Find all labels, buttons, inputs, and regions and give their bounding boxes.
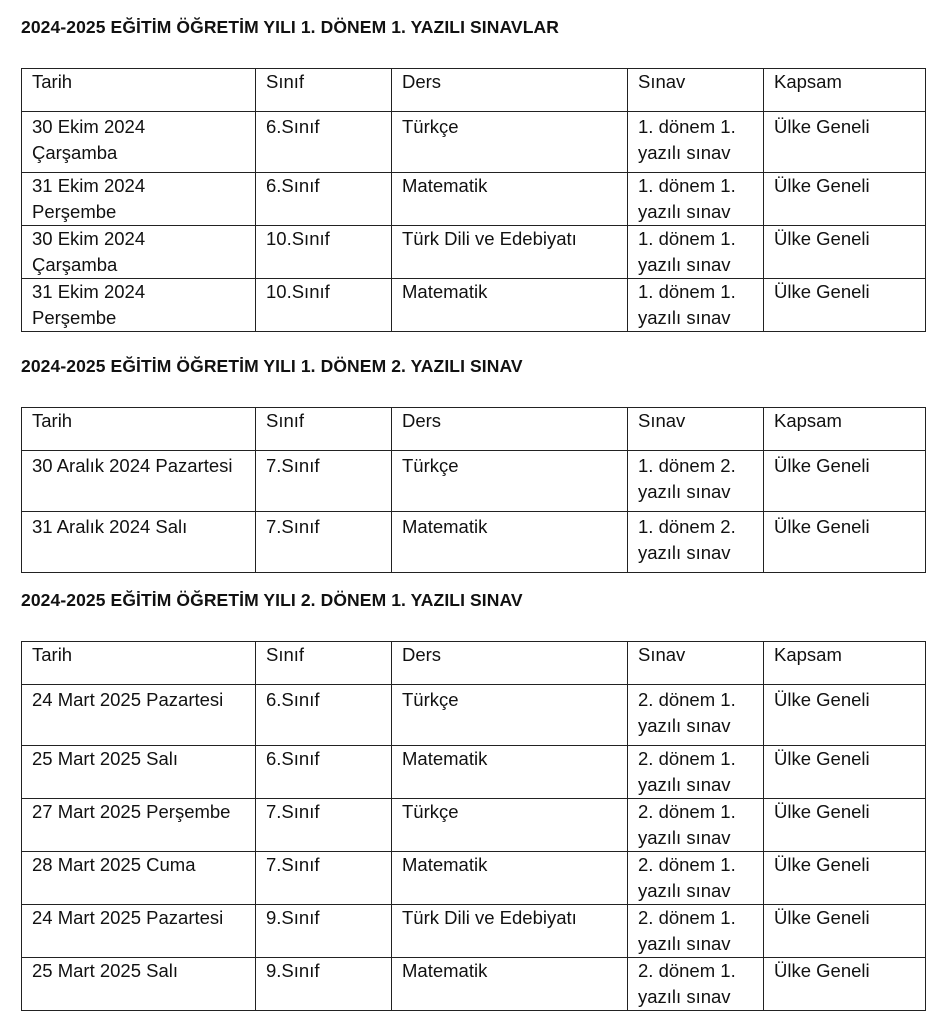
kapsam-cell: Ülke Geneli [764, 451, 926, 512]
sinav-cell: 1. dönem 1. yazılı sınav [628, 112, 764, 173]
table-row [22, 112, 926, 173]
table-header-row [22, 69, 926, 112]
header-sinav: Sınav [628, 69, 764, 112]
header-sinav: Sınav [628, 408, 764, 451]
exam-schedule-table [21, 407, 926, 573]
section-title: 2024-2025 EĞİTİM ÖĞRETİM YILI 1. DÖNEM 2. YAZILI SINAV [21, 356, 523, 376]
table-row [22, 799, 926, 852]
kapsam-cell: Ülke Geneli [764, 799, 926, 852]
ders-cell: Matematik [392, 173, 628, 226]
exam-schedule-table [21, 68, 926, 332]
sinav-cell: 2. dönem 1. yazılı sınav [628, 852, 764, 905]
ders-cell: Türk Dili ve Edebiyatı [392, 226, 628, 279]
header-tarih: Tarih [22, 642, 256, 685]
kapsam-cell: Ülke Geneli [764, 958, 926, 1011]
header-ders: Ders [392, 408, 628, 451]
kapsam-cell: Ülke Geneli [764, 685, 926, 746]
sinav-cell: 2. dönem 1. yazılı sınav [628, 685, 764, 746]
table-row [22, 226, 926, 279]
ders-cell: Matematik [392, 279, 628, 332]
tarih-cell: 30 Ekim 2024 Çarşamba [22, 226, 256, 279]
tarih-cell: 28 Mart 2025 Cuma [22, 852, 256, 905]
kapsam-cell: Ülke Geneli [764, 512, 926, 573]
header-sinav: Sınav [628, 642, 764, 685]
table-header-row [22, 408, 926, 451]
table-row [22, 958, 926, 1011]
ders-cell: Matematik [392, 852, 628, 905]
sinif-cell: 10.Sınıf [256, 279, 392, 332]
header-kapsam: Kapsam [764, 642, 926, 685]
sinif-cell: 7.Sınıf [256, 451, 392, 512]
tarih-cell: 25 Mart 2025 Salı [22, 746, 256, 799]
ders-cell: Türkçe [392, 685, 628, 746]
sinif-cell: 6.Sınıf [256, 746, 392, 799]
exam-schedule-table [21, 641, 926, 1011]
kapsam-cell: Ülke Geneli [764, 852, 926, 905]
sinav-cell: 1. dönem 1. yazılı sınav [628, 226, 764, 279]
kapsam-cell: Ülke Geneli [764, 112, 926, 173]
tarih-cell: 30 Aralık 2024 Pazartesi [22, 451, 256, 512]
sinav-cell: 2. dönem 1. yazılı sınav [628, 799, 764, 852]
sinav-cell: 2. dönem 1. yazılı sınav [628, 746, 764, 799]
sinav-cell: 2. dönem 1. yazılı sınav [628, 958, 764, 1011]
sinif-cell: 6.Sınıf [256, 112, 392, 173]
tarih-cell: 31 Aralık 2024 Salı [22, 512, 256, 573]
sinav-cell: 2. dönem 1. yazılı sınav [628, 905, 764, 958]
header-sinif: Sınıf [256, 69, 392, 112]
kapsam-cell: Ülke Geneli [764, 173, 926, 226]
header-ders: Ders [392, 642, 628, 685]
ders-cell: Matematik [392, 746, 628, 799]
table-row [22, 685, 926, 746]
header-sinif: Sınıf [256, 642, 392, 685]
sinav-cell: 1. dönem 1. yazılı sınav [628, 173, 764, 226]
section-title: 2024-2025 EĞİTİM ÖĞRETİM YILI 1. DÖNEM 1. YAZILI SINAVLAR [21, 17, 559, 37]
table-header-row [22, 642, 926, 685]
ders-cell: Türk Dili ve Edebiyatı [392, 905, 628, 958]
ders-cell: Türkçe [392, 112, 628, 173]
sinav-cell: 1. dönem 2. yazılı sınav [628, 451, 764, 512]
tarih-cell: 24 Mart 2025 Pazartesi [22, 685, 256, 746]
table-row [22, 905, 926, 958]
tarih-cell: 25 Mart 2025 Salı [22, 958, 256, 1011]
sinif-cell: 6.Sınıf [256, 685, 392, 746]
table-row [22, 173, 926, 226]
kapsam-cell: Ülke Geneli [764, 905, 926, 958]
tarih-cell: 31 Ekim 2024 Perşembe [22, 279, 256, 332]
tarih-cell: 31 Ekim 2024 Perşembe [22, 173, 256, 226]
section-title: 2024-2025 EĞİTİM ÖĞRETİM YILI 2. DÖNEM 1. YAZILI SINAV [21, 590, 523, 610]
header-ders: Ders [392, 69, 628, 112]
tarih-cell: 27 Mart 2025 Perşembe [22, 799, 256, 852]
ders-cell: Türkçe [392, 799, 628, 852]
header-kapsam: Kapsam [764, 69, 926, 112]
sinif-cell: 9.Sınıf [256, 958, 392, 1011]
sinif-cell: 6.Sınıf [256, 173, 392, 226]
header-kapsam: Kapsam [764, 408, 926, 451]
ders-cell: Matematik [392, 958, 628, 1011]
sinif-cell: 7.Sınıf [256, 852, 392, 905]
kapsam-cell: Ülke Geneli [764, 279, 926, 332]
table-row [22, 512, 926, 573]
header-tarih: Tarih [22, 408, 256, 451]
tarih-cell: 30 Ekim 2024 Çarşamba [22, 112, 256, 173]
ders-cell: Türkçe [392, 451, 628, 512]
sinav-cell: 1. dönem 2. yazılı sınav [628, 512, 764, 573]
header-sinif: Sınıf [256, 408, 392, 451]
sinif-cell: 10.Sınıf [256, 226, 392, 279]
header-tarih: Tarih [22, 69, 256, 112]
table-row [22, 451, 926, 512]
sinav-cell: 1. dönem 1. yazılı sınav [628, 279, 764, 332]
table-row [22, 279, 926, 332]
table-row [22, 746, 926, 799]
kapsam-cell: Ülke Geneli [764, 746, 926, 799]
tarih-cell: 24 Mart 2025 Pazartesi [22, 905, 256, 958]
sinif-cell: 9.Sınıf [256, 905, 392, 958]
table-row [22, 852, 926, 905]
kapsam-cell: Ülke Geneli [764, 226, 926, 279]
sinif-cell: 7.Sınıf [256, 512, 392, 573]
sinif-cell: 7.Sınıf [256, 799, 392, 852]
ders-cell: Matematik [392, 512, 628, 573]
